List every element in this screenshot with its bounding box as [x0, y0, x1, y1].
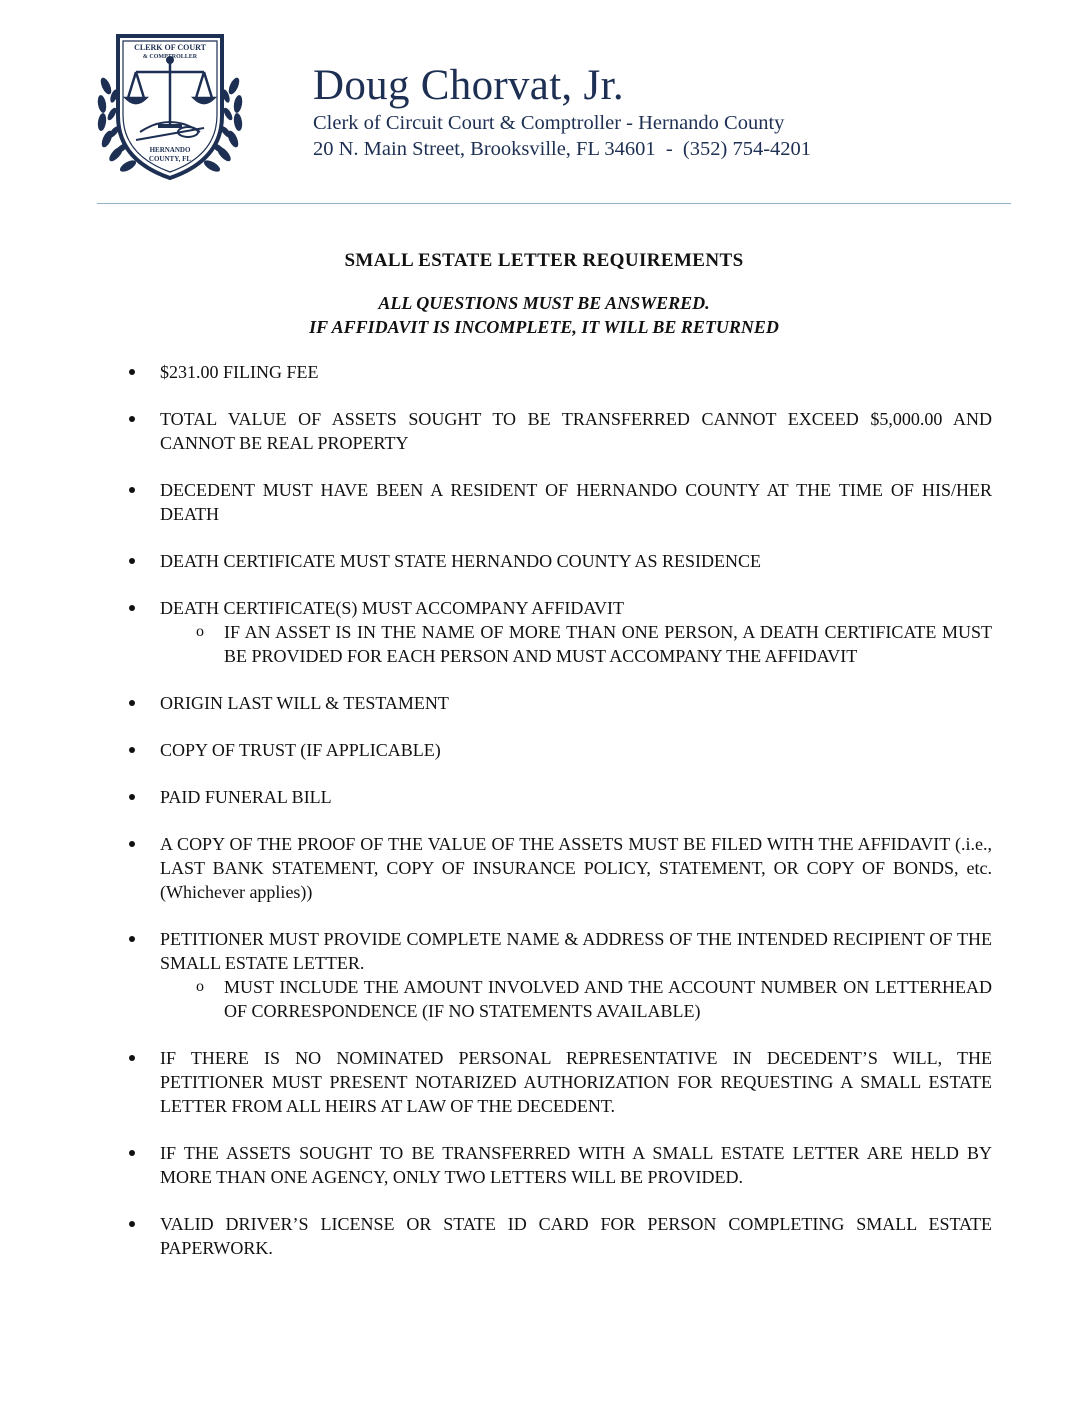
svg-text:CLERK OF COURT: CLERK OF COURT — [134, 43, 206, 52]
svg-text:& COMPTROLLER: & COMPTROLLER — [142, 54, 198, 60]
list-item-text: DEATH CERTIFICATE(S) MUST ACCOMPANY AFFIDAVIT — [160, 598, 624, 618]
letterhead-divider — [97, 203, 1011, 204]
list-item — [126, 360, 992, 384]
list-item — [126, 1212, 992, 1260]
clerk-title: Clerk of Circuit Court & Comptroller - Hernando County — [313, 112, 785, 134]
list-item-text: ORIGIN LAST WILL & TESTAMENT — [160, 693, 449, 713]
list-item — [126, 738, 992, 762]
bullet-icon — [129, 1055, 135, 1061]
svg-text:HERNANDO: HERNANDO — [149, 146, 191, 154]
subtitle-line-2: IF AFFIDAVIT IS INCOMPLETE, IT WILL BE RETURNED — [309, 317, 779, 337]
list-item — [126, 478, 992, 526]
letterhead — [313, 62, 811, 162]
requirements-list — [126, 360, 992, 1260]
list-item-text: DEATH CERTIFICATE MUST STATE HERNANDO COUNTY AS RESIDENCE — [160, 551, 761, 571]
sub-list-item-text: MUST INCLUDE THE AMOUNT INVOLVED AND THE ACCOUNT NUMBER ON LETTERHEAD OF CORRESPONDENCE (IF NO STATEMENTS AVAILABLE) — [224, 977, 992, 1021]
bullet-icon — [129, 841, 135, 847]
bullet-icon — [129, 416, 135, 422]
bullet-icon — [129, 700, 135, 706]
list-item-text: DECEDENT MUST HAVE BEEN A RESIDENT OF HERNANDO COUNTY AT THE TIME OF HIS/HER DEATH — [160, 480, 992, 524]
bullet-icon — [129, 605, 135, 611]
list-item-text: $231.00 FILING FEE — [160, 362, 319, 382]
bullet-icon — [129, 487, 135, 493]
list-item — [126, 1046, 992, 1118]
document-title: SMALL ESTATE LETTER REQUIREMENTS — [344, 250, 744, 271]
circle-bullet-icon: o — [196, 623, 204, 640]
bullet-icon — [129, 369, 135, 375]
list-item — [126, 549, 992, 573]
list-item-text: IF THE ASSETS SOUGHT TO BE TRANSFERRED WITH A SMALL ESTATE LETTER ARE HELD BY MORE THAN ONE AGENCY, ONLY TWO LETTERS WILL BE PROVIDED. — [160, 1143, 992, 1187]
bullet-icon — [129, 1221, 135, 1227]
bullet-icon — [129, 747, 135, 753]
bullet-icon — [129, 558, 135, 564]
sub-list-item — [126, 975, 992, 1023]
list-item-text: COPY OF TRUST (IF APPLICABLE) — [160, 740, 441, 760]
svg-text:COUNTY, FL: COUNTY, FL — [148, 155, 192, 163]
list-item-text: PAID FUNERAL BILL — [160, 787, 332, 807]
list-item — [126, 691, 992, 715]
bullet-icon — [129, 794, 135, 800]
subtitle-line-1: ALL QUESTIONS MUST BE ANSWERED. — [378, 293, 710, 313]
document-subtitle — [0, 291, 1088, 339]
list-item-text: VALID DRIVER’S LICENSE OR STATE ID CARD FOR PERSON COMPLETING SMALL ESTATE PAPERWORK. — [160, 1214, 992, 1258]
list-item — [126, 1141, 992, 1189]
sub-list-item-text: IF AN ASSET IS IN THE NAME OF MORE THAN ONE PERSON, A DEATH CERTIFICATE MUST BE PROVIDED FOR EACH PERSON AND MUST ACCOMPANY THE AFFIDAVIT — [224, 622, 992, 666]
list-item — [126, 785, 992, 809]
bullet-icon — [129, 936, 135, 942]
circle-bullet-icon: o — [196, 978, 204, 995]
sub-list-item — [126, 620, 992, 668]
bullet-icon — [129, 1150, 135, 1156]
list-item-text: A COPY OF THE PROOF OF THE VALUE OF THE ASSETS MUST BE FILED WITH THE AFFIDAVIT (.i.e., LAST BANK STATEMENT, COPY OF INSURANCE POLICY, STATEMENT, OR COPY OF BONDS, etc. (Whichever applies)) — [160, 834, 992, 902]
list-item — [126, 927, 992, 975]
list-item-text: TOTAL VALUE OF ASSETS SOUGHT TO BE TRANSFERRED CANNOT EXCEED $5,000.00 AND CANNOT BE REAL PROPERTY — [160, 409, 992, 453]
list-item-text: PETITIONER MUST PROVIDE COMPLETE NAME & ADDRESS OF THE INTENDED RECIPIENT OF THE SMALL ESTATE LETTER. — [160, 929, 992, 973]
list-item — [126, 407, 992, 455]
list-item-text: IF THERE IS NO NOMINATED PERSONAL REPRESENTATIVE IN DECEDENT’S WILL, THE PETITIONER MUST PRESENT NOTARIZED AUTHORIZATION FOR REQUESTING A SMALL ESTATE LETTER FROM ALL HEIRS AT LAW OF THE DECEDENT. — [160, 1048, 992, 1116]
list-item — [126, 596, 992, 620]
clerk-name: Doug Chorvat, Jr. — [313, 62, 624, 109]
clerk-seal-logo — [92, 28, 248, 184]
list-item — [126, 832, 992, 904]
clerk-address: 20 N. Main Street, Brooksville, FL 34601 - (352) 754-4201 — [313, 138, 812, 160]
